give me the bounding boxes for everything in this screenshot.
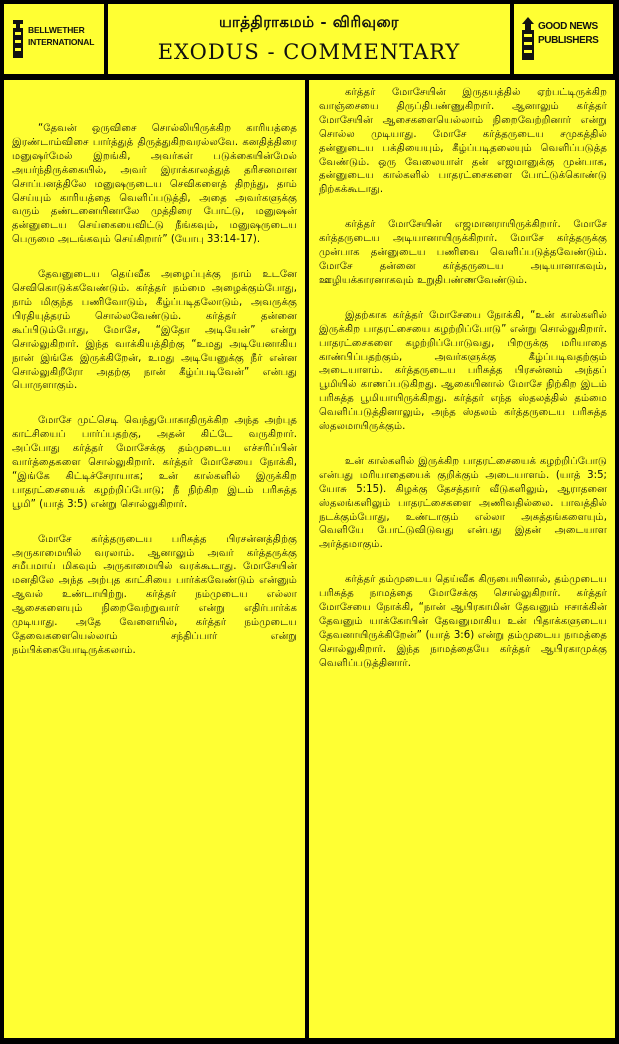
paragraph-text: “தேவன் ஒருவிசை சொல்லியிருக்கிற காரியத்தை இரண்டாம்விசை பார்த்துத் திருத்துகிறவரல்லவே. கனதித்திரை மனுஷர்மேல் இறங்கி, அவர்கள் படுக்கையின்மேல் அயர்ந்திருக்கையில், அவர் இராக்காலத்துத் தரிசனமான சொப்பனத்திலே மனுஷருடைய செவிகளைத் திறந்து, தாம் செய்யும் காரியத்தை வெளிப்படுத்தி, அதை அவர்களுக்கு வரும் தண்டனையினாலே முத்திரை போட்டு, மனுஷன் தன்னுடைய செய்கையைவிட்டு நீங்கவும், மனுஷருடைய பெருமை அடங்கவும் செய்கிறார்” (யோபு 33:14-17). bbox=[12, 123, 297, 246]
right-logo-line1: GOOD NEWS bbox=[538, 21, 598, 32]
paragraph-text: கர்த்தர் தம்முடைய தெய்வீக கிருபையினால், தம்முடைய பரிசுத்த நாமத்தை மோசேக்கு சொல்லுகிறார். கர்த்தர் மோசேயை நோக்கி, “நான் ஆபிரகாமின் தேவனும் ஈசாக்கின் தேவனும் யாக்கோபின் தேவனுமாகிய உன் பிதாக்களுடைய தேவனாயிருக்கிறேன்” (யாத் 3:6) என்று தம்முடைய நாமத்தை சொல்லுகிறார். இந்த நாமத்தையே கர்த்தர் ஆபிரகாமுக்கு வெளிப்படுத்தினார். bbox=[319, 574, 607, 669]
left-logo-box bbox=[4, 4, 104, 74]
title-english: EXODUS - COMMENTARY bbox=[157, 40, 461, 64]
paragraph bbox=[319, 573, 607, 670]
right-logo-box bbox=[514, 4, 613, 74]
title-tamil: யாத்திராகமம் - விரிவுரை bbox=[219, 13, 399, 31]
paragraph bbox=[319, 86, 607, 197]
paragraph bbox=[12, 122, 297, 247]
left-column bbox=[4, 80, 305, 1038]
title-box bbox=[108, 4, 510, 74]
left-logo-line2: INTERNATIONAL bbox=[28, 37, 95, 47]
paragraph-text: தேவனுடைய தெய்வீக அழைப்புக்கு நாம் உடனே செவிகொடுக்கவேண்டும். கர்த்தர் நம்மை அழைக்கும்போது, நாம் மிகுந்த பணிவோடும், கீழ்ப்படிதலோடும், அவருக்கு பிரதியுத்தரம் சொல்லவேண்டும். கர்த்தர் தன்னை கூப்பிடும்போது, மோசே, “இதோ அடியேன்” என்று சொல்லுகிறார். இந்த வாக்கியத்திற்கு “உமது அடியேனாகிய நான் இங்கே இருக்கிறேன், உமது அடியேனுக்கு நீர் என்ன சொல்லுகிறீரோ அதற்கு நான் கீழ்ப்படிவேன்” என்பது பொருளாகும். bbox=[12, 269, 297, 392]
right-column bbox=[309, 80, 615, 1038]
bellwether-emblem-icon bbox=[10, 18, 26, 60]
good-news-emblem-icon bbox=[520, 16, 536, 62]
left-logo-line1: BELLWETHER bbox=[28, 25, 85, 35]
paragraph bbox=[319, 218, 607, 288]
bellwether-logo bbox=[10, 14, 98, 64]
paragraph bbox=[12, 268, 297, 393]
paragraph bbox=[319, 309, 607, 434]
paragraph-text: கர்த்தர் மோசேயின் இருதயத்தில் ஏற்பட்டிருக்கிற வாஞ்சையை திருப்திபண்ணுகிறார். ஆனாலும் கர்த்தர் மோசேயின் ஆசைகளையெல்லாம் நிறைவேற்றினார் என்று சொல்ல முடியாது. மோசே கர்த்தருடைய சமுகத்தில் தன்னுடைய பக்தியையும், கீழ்ப்படிதலையும் வெளிப்படுத்த வேண்டும். ஒரு வேலையாள் தன் எஜமானுக்கு முன்பாக, தன்னுடைய கால்களில் பாதரட்சைகளை போட்டுக்கொண்டு நிற்கக்கூடாது. bbox=[319, 87, 607, 196]
paragraph bbox=[12, 533, 297, 658]
header bbox=[2, 2, 617, 76]
paragraph bbox=[319, 455, 607, 552]
paragraph-text: மோசே முட்செடி வெந்துபோகாதிருக்கிற அந்த அற்புத காட்சியைப் பார்ப்பதற்கு, அதன் கிட்டே வருகிறார். அப்போது கர்த்தர் மோசேக்கு தம்முடைய எச்சரிப்பின் வார்த்தைகளை சொல்லுகிறார். கர்த்தர் மோசேயை நோக்கி, “இங்கே கிட்டிச்சேராயாக; உன் கால்களில் இருக்கிற பாதரட்சையைக் கழற்றிப்போடு; நீ நிற்கிற இடம் பரிசுத்த பூமி” (யாத் 3:5) என்று சொல்லுகிறார். bbox=[12, 415, 297, 510]
paragraph-text: மோசே கர்த்தருடைய பரிசுத்த பிரசன்னத்திற்கு அருகாமையில் வரலாம். ஆனாலும் அவர் கர்த்தருக்கு சமீபமாய் மிகவும் அருகாமையில் வரக்கூடாது. மோசேயின் மனதிலே அந்த அற்புத காட்சியை பார்க்கவேண்டும் என்னும் ஆவல் உண்டாயிற்று. கர்த்தர் நம்முடைய எல்லா ஆசைகளையும் நிறைவேற்றுவார் என்று எதிர்பார்க்க முடியாது. அதே வேளையில், கர்த்தர் நம்முடைய தேவைகளையெல்லாம் சந்திப்பார் என்று நம்பிக்கையோடிருக்கலாம். bbox=[12, 533, 297, 656]
paragraph-text: உன் கால்களில் இருக்கிற பாதரட்சையைக் கழற்றிப்போடு என்பது மரியாதையைக் குறிக்கும் அடையாளம். (யாத் 3:5; யோசு 5:15). கிழக்கு தேசத்தார் வீடுகளிலும், ஆராதனை ஸ்தலங்களிலும் பாதரட்சைகளை அணிவதில்லை. பாவத்தில் நடக்கும்போது, உண்டாகும் எல்லா அசுத்தங்களையும், வெளியே போட்டுவிடுவது என்பது இதன் அடையாள அர்த்தமாகும். bbox=[319, 455, 607, 551]
paragraph-text: இதற்காக கர்த்தர் மோசேயை நோக்கி, “உன் கால்களில் இருக்கிற பாதரட்சையை கழற்றிப்போடு” என்று சொல்லுகிறார். பாதரட்சைகளை கழற்றிப்போடுவது, பிறருக்கு மரியாதை காண்பிப்பதற்கும், அவர்களுக்கு கீழ்ப்படிவதற்கும் அடையாளம். கர்த்தருடைய பரிசுத்த பிரசன்னம் அந்தப் பூமியில் காணப்படுகிறது. ஆகையினால் மோசே நிற்கிற இடம் பரிசுத்த பூமியாயிருக்கிறது. கர்த்தர் எந்த ஸ்தலத்தில் தம்மை வெளிப்படுத்தினாலும், அந்த ஸ்தலம் கர்த்தருடைய பரிசுத்த ஸ்தலமாயிருக்கும். bbox=[319, 309, 607, 433]
paragraph bbox=[12, 414, 297, 511]
right-logo-line2: PUBLISHERS bbox=[538, 35, 599, 46]
good-news-logo bbox=[520, 14, 608, 64]
content-columns bbox=[2, 78, 617, 1040]
paragraph-text: கர்த்தர் மோசேயின் எஜமானராயிருக்கிறார். மோசே கர்த்தருடைய அடியானாயிருக்கிறார். மோசே கர்த்தருக்கு முன்பாக தன்னுடைய பணிவை வெளிப்படுத்தவேண்டும். மோசே தன்னை கர்த்தருடைய அடியானாகவும், ஊழியக்காரனாகவும் உறுதிபண்ணவேண்டும். bbox=[319, 219, 607, 286]
